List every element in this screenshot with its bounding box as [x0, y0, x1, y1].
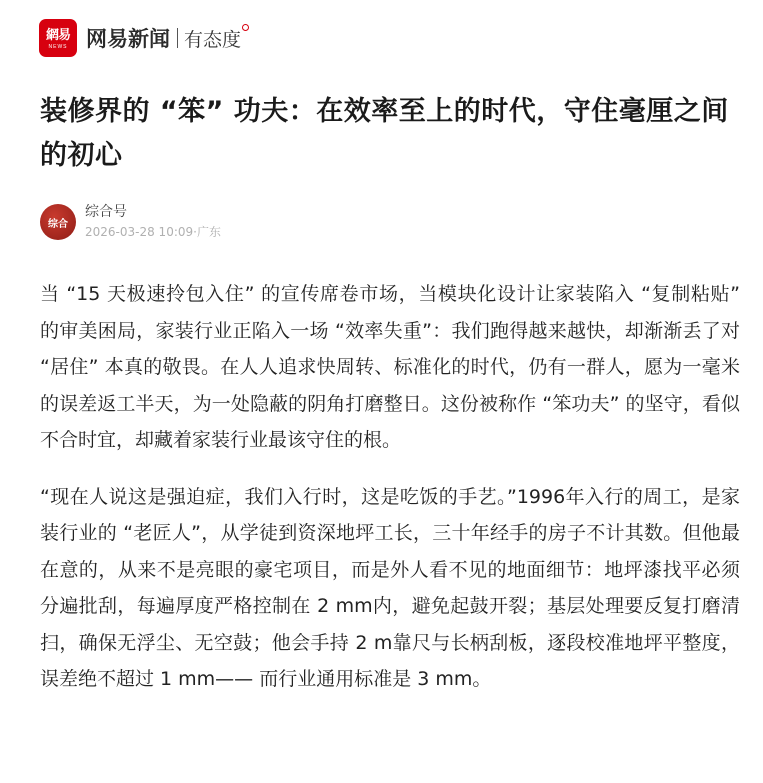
registered-mark-icon [242, 24, 249, 31]
brand-divider [177, 28, 178, 48]
author-row [40, 202, 221, 242]
avatar-text: 综合 [48, 218, 68, 230]
publish-meta: 2026-03-28 10:09·广东 [85, 225, 221, 239]
author-avatar[interactable] [40, 204, 76, 240]
netease-logo-icon[interactable] [39, 19, 77, 57]
author-name[interactable]: 综合号 [85, 204, 127, 220]
brand-slogan [184, 25, 241, 52]
article-body [40, 276, 740, 718]
brand-name[interactable]: 网易新闻 [86, 27, 170, 51]
publish-datetime: 2026-03-28 10:09 [85, 225, 194, 239]
logo-sub-text: NEWS [48, 43, 68, 50]
site-header [39, 18, 241, 58]
logo-text: 網易 [45, 27, 70, 43]
author-info [85, 203, 221, 241]
publish-location: 广东 [196, 225, 221, 239]
brand-slogan-text: 有态度 [184, 28, 242, 51]
article-paragraph: 当 “15 天极速拎包入住” 的宣传席卷市场，当模块化设计让家装陷入 “复制粘贴” 的审美困局，家装行业正陷入一场 “效率失重”：我们跑得越来越快，却渐渐丢了对 “居住” 本真的敬畏。在人人追求快周转、标准化的时代，仍有一群人，愿为一毫米的误差返工半天，为一处隐蔽的阴角打磨整日。这份被称作 “笨功夫” 的坚守，看似不合时宜，却藏着家装行业最该守住的根。 [40, 283, 740, 451]
article-paragraph: “现在人说这是强迫症，我们入行时，这是吃饭的手艺。”1996年入行的周工，是家装行业的 “老匠人”，从学徒到资深地坪工长，三十年经手的房子不计其数。但他最在意的，从来不是亮眼的豪宅项目，而是外人看不见的地面细节：地坪漆找平必须分遍批刮，每遍厚度严格控制在 2 mm内，避免起鼓开裂；基层处理要反复打磨清扫，确保无浮尘、无空鼓；他会手持 2 m靠尺与长柄刮板，逐段校准地坪平整度，误差绝不超过 1 mm—— 而行业通用标准是 3 mm。 [40, 485, 740, 690]
article-title: 装修界的 “笨” 功夫：在效率至上的时代，守住毫厘之间的初心 [40, 96, 729, 171]
